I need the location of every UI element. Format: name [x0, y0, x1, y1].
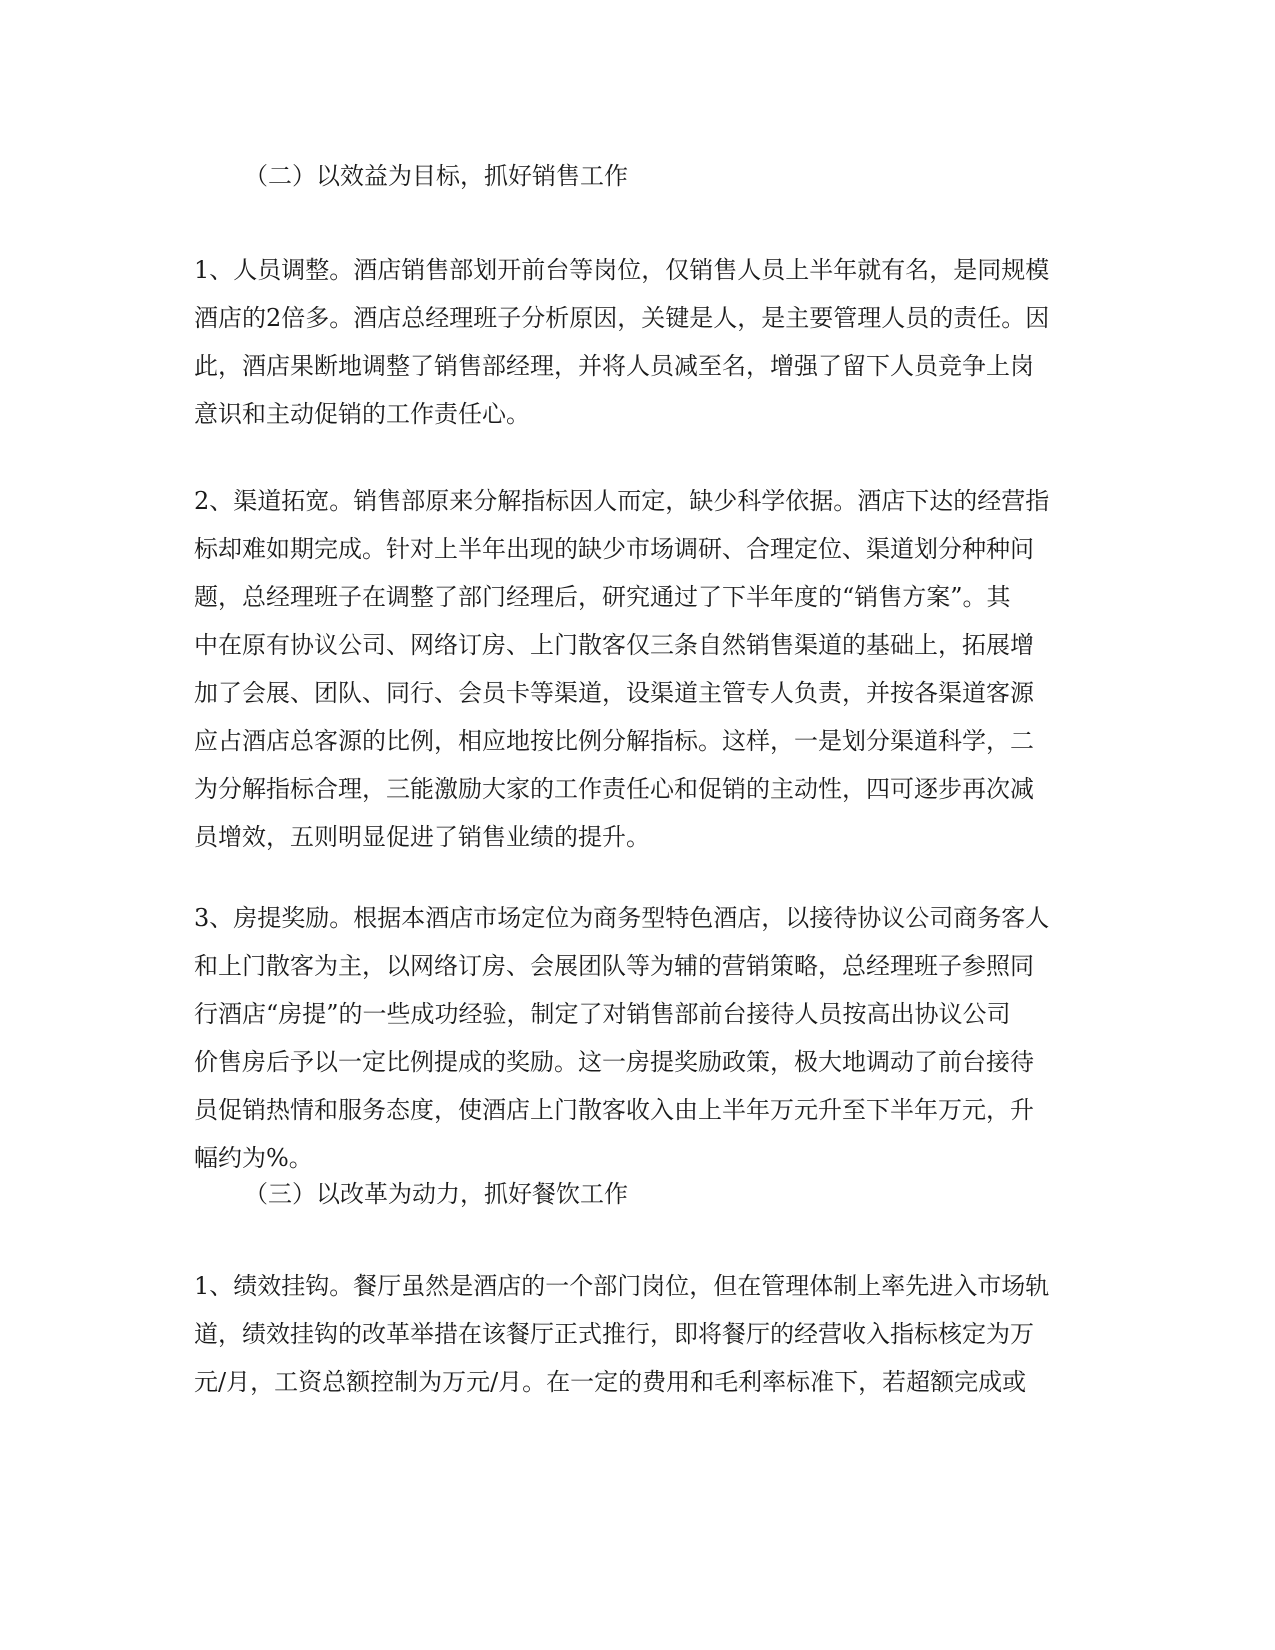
section-3-paragraph-1	[194, 1262, 1094, 1406]
paragraph-line: 标却难如期完成。针对上半年出现的缺少市场调研、合理定位、渠道划分种种问	[194, 535, 1034, 563]
section-3-heading: （三）以改革为动力，抓好餐饮工作	[244, 1180, 628, 1208]
paragraph-line: 和上门散客为主，以网络订房、会展团队等为辅的营销策略，总经理班子参照同	[194, 952, 1034, 980]
paragraph-line: 题，总经理班子在调整了部门经理后，研究通过了下半年度的“销售方案”。其	[194, 583, 1011, 611]
paragraph-line: 应占酒店总客源的比例，相应地按比例分解指标。这样，一是划分渠道科学，二	[194, 727, 1034, 755]
paragraph-line: 1、人员调整。酒店销售部划开前台等岗位，仅销售人员上半年就有名，是同规模	[194, 256, 1050, 284]
section-2-paragraph-1	[194, 246, 1094, 438]
paragraph-line: 员增效，五则明显促进了销售业绩的提升。	[194, 823, 650, 851]
paragraph-line: 酒店的2倍多。酒店总经理班子分析原因，关键是人，是主要管理人员的责任。因	[194, 304, 1050, 332]
section-2-paragraph-3	[194, 894, 1094, 1182]
paragraph-line: 为分解指标合理，三能激励大家的工作责任心和促销的主动性，四可逐步再次减	[194, 775, 1034, 803]
paragraph-line: 幅约为%。	[194, 1144, 313, 1172]
section-2-heading: （二）以效益为目标，抓好销售工作	[244, 162, 628, 190]
paragraph-line: 员促销热情和服务态度，使酒店上门散客收入由上半年万元升至下半年万元，升	[194, 1096, 1034, 1124]
paragraph-line: 意识和主动促销的工作责任心。	[194, 400, 530, 428]
paragraph-line: 中在原有协议公司、网络订房、上门散客仅三条自然销售渠道的基础上，拓展增	[194, 631, 1034, 659]
paragraph-line: 道，绩效挂钩的改革举措在该餐厅正式推行，即将餐厅的经营收入指标核定为万	[194, 1320, 1034, 1348]
paragraph-line: 3、房提奖励。根据本酒店市场定位为商务型特色酒店，以接待协议公司商务客人	[194, 904, 1050, 932]
section-2-paragraph-2	[194, 477, 1094, 861]
paragraph-line: 2、渠道拓宽。销售部原来分解指标因人而定，缺少科学依据。酒店下达的经营指	[194, 487, 1050, 515]
paragraph-line: 价售房后予以一定比例提成的奖励。这一房提奖励政策，极大地调动了前台接待	[194, 1048, 1034, 1076]
paragraph-line: 元/月，工资总额控制为万元/月。在一定的费用和毛利率标准下，若超额完成或	[194, 1368, 1027, 1396]
paragraph-line: 此，酒店果断地调整了销售部经理，并将人员减至名，增强了留下人员竞争上岗	[194, 352, 1034, 380]
paragraph-line: 1、绩效挂钩。餐厅虽然是酒店的一个部门岗位，但在管理体制上率先进入市场轨	[194, 1272, 1050, 1300]
paragraph-line: 行酒店“房提”的一些成功经验，制定了对销售部前台接待人员按高出协议公司	[194, 1000, 1011, 1028]
paragraph-line: 加了会展、团队、同行、会员卡等渠道，设渠道主管专人负责，并按各渠道客源	[194, 679, 1034, 707]
